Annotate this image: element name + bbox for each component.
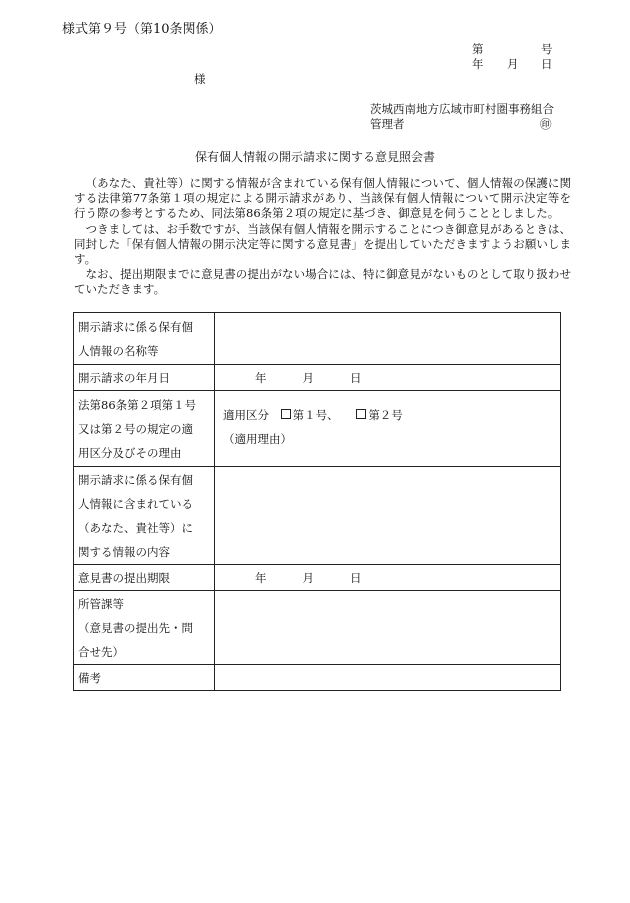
table-row (74, 365, 561, 391)
field-submission-deadline[interactable]: 年 月 日 (215, 565, 561, 591)
table-row (74, 591, 561, 665)
document-title: 保有個人情報の開示請求に関する意見照会書 (194, 150, 435, 164)
reference-number-prefix: 第 (472, 42, 484, 56)
sender-organization: 茨城西南地方広域市町村圏事務組合 (370, 102, 554, 116)
body-paragraph-1: （あなた、貴社等）に関する情報が含まれている保有個人情報について、個人情報の保護に関する法律第77条第１項の規定による開示請求があり、当該保有個人情報について開示決定等を行う際の参考とするため、同法第86条第２項の規定に基づき、御意見を伺うこととしました。 (74, 176, 571, 221)
field-related-info-content[interactable] (215, 467, 561, 565)
body-text (74, 176, 571, 298)
field-request-date[interactable]: 年 月 日 (215, 365, 561, 391)
label-requested-info-name: 開示請求に係る保有個 人情報の名称等 (74, 313, 215, 365)
label-remarks: 備考 (74, 665, 215, 691)
inquiry-form-table (73, 312, 561, 691)
label-request-date: 開示請求の年月日 (74, 365, 215, 391)
issue-date-day: 日 (541, 57, 553, 71)
label-related-info-content: 開示請求に係る保有個 人情報に含まれている （あなた、貴社等）に 関する情報の内容 (74, 467, 215, 565)
addressee-honorific: 様 (194, 72, 206, 86)
reference-number-suffix: 号 (541, 42, 553, 56)
table-row (74, 565, 561, 591)
form-number: 様式第９号（第10条関係） (62, 22, 222, 37)
table-row (74, 313, 561, 365)
seal-mark: ㊞ (540, 117, 552, 131)
field-responsible-section[interactable] (215, 591, 561, 665)
field-remarks[interactable] (215, 665, 561, 691)
field-requested-info-name[interactable] (215, 313, 561, 365)
body-paragraph-2: つきましては、お手数ですが、当該保有個人情報を開示することにつき御意見があるときは、同封した「保有個人情報の開示決定等に関する意見書」を提出していただきますようお願いします。 (74, 221, 571, 267)
table-row (74, 467, 561, 565)
sender-title: 管理者 (370, 117, 405, 131)
checkbox-item-1[interactable] (281, 409, 291, 419)
table-row (74, 391, 561, 467)
reason-label: （適用理由） (223, 432, 292, 446)
label-submission-deadline: 意見書の提出期限 (74, 565, 215, 591)
issue-date-month: 月 (507, 57, 519, 71)
label-applicable-category: 法第86条第２項第１号 又は第２号の規定の適 用区分及びその理由 (74, 391, 215, 467)
body-paragraph-3: なお、提出期限までに意見書の提出がない場合には、特に御意見がないものとして取り扱わせていただきます。 (74, 267, 571, 297)
issue-date-year: 年 (472, 57, 484, 71)
field-applicable-category: 適用区分 第１号、 第２号 （適用理由） (215, 391, 561, 467)
checkbox-item-2[interactable] (356, 409, 366, 419)
table-row (74, 665, 561, 691)
label-responsible-section: 所管課等 （意見書の提出先・問 合せ先） (74, 591, 215, 665)
